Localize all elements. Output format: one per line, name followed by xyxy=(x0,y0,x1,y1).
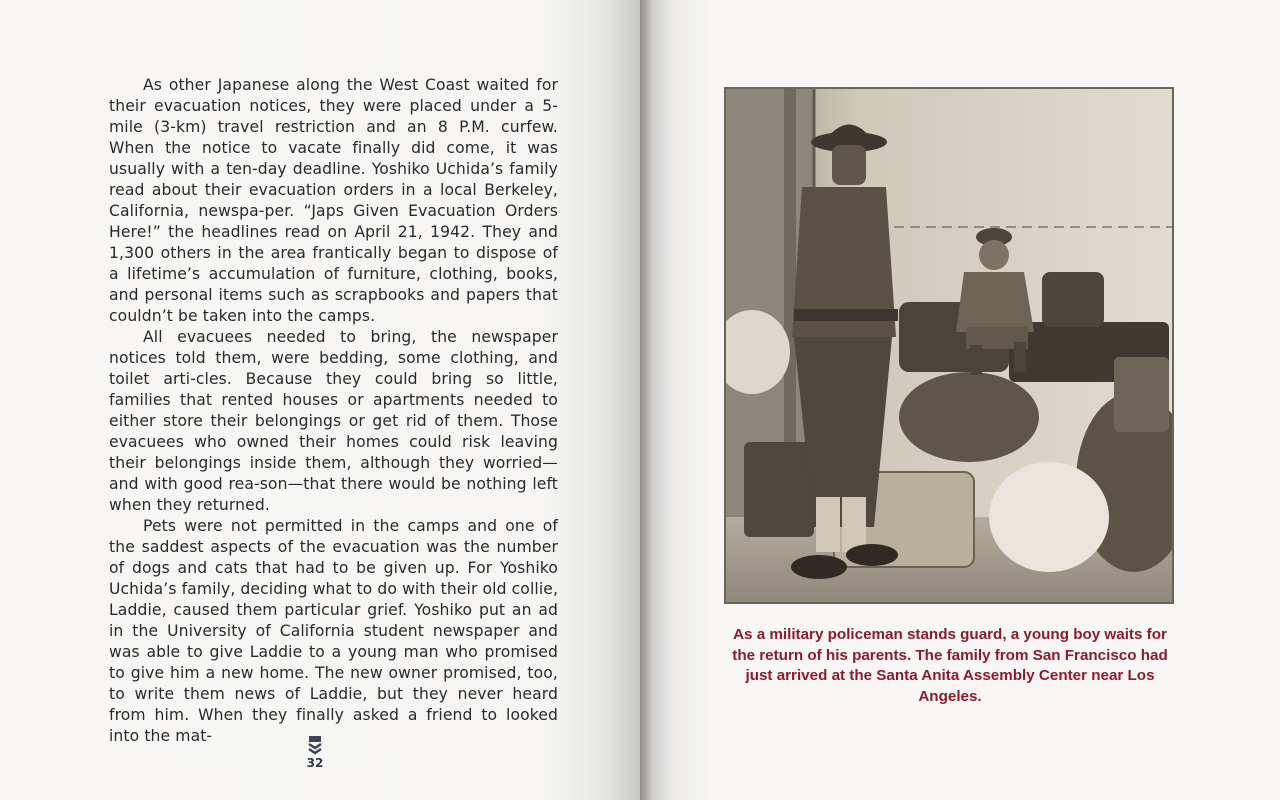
chevron-down-icon xyxy=(307,736,323,756)
paragraph-3: Pets were not permitted in the camps and one of the saddest aspects of the evacuation was the number of dogs and cats that had to be given up. For Yoshiko Uchida’s family, deciding what to do with their old collie, Laddie, caused them particular grief. Yoshiko put an ad in the University of California student newspaper and was able to give Laddie to a young man who promised to give him a new home. The new owner promised, too, to write them news of Laddie, but they never heard from him. When they finally asked a friend to looked into the mat- xyxy=(109,517,558,745)
page-folio xyxy=(300,736,330,770)
page-number: 32 xyxy=(306,756,324,770)
photo-caption: As a military policeman stands guard, a young boy waits for the return of his parents. The family from San Francisco had just arrived at the Santa Anita Assembly Center near Los Angeles. xyxy=(732,626,1168,705)
paragraph-2: All evacuees needed to bring, the newspaper notices told them, were bedding, some clothing, and toilet arti-cles. Because they could bring so little, families that rented houses or apartments needed to either store their belongings or get rid of them. Those evacuees who owned their homes could risk leaving their belongings inside them, although they worried—and with good rea-son—that there would be nothing left when they returned. xyxy=(109,328,558,514)
body-text xyxy=(109,75,558,747)
paragraph-1: As other Japanese along the West Coast waited for their evacuation notices, they were placed under a 5-mile (3-km) travel restriction and an 8 P.M. curfew. When the notice to vacate finally did come, it was usually with a ten-day deadline. Yoshiko Uchida’s family read about their evacuation orders in a local Berkeley, California, newspa-per. “Japs Given Evacuation Orders Here!” the headlines read on April 21, 1942. They and 1,300 others in the area frantically began to dispose of a lifetime’s accumulation of furniture, clothing, books, and personal items such as scrapbooks and papers that couldn’t be taken into the camps. xyxy=(109,76,558,325)
historical-photo xyxy=(724,87,1174,604)
